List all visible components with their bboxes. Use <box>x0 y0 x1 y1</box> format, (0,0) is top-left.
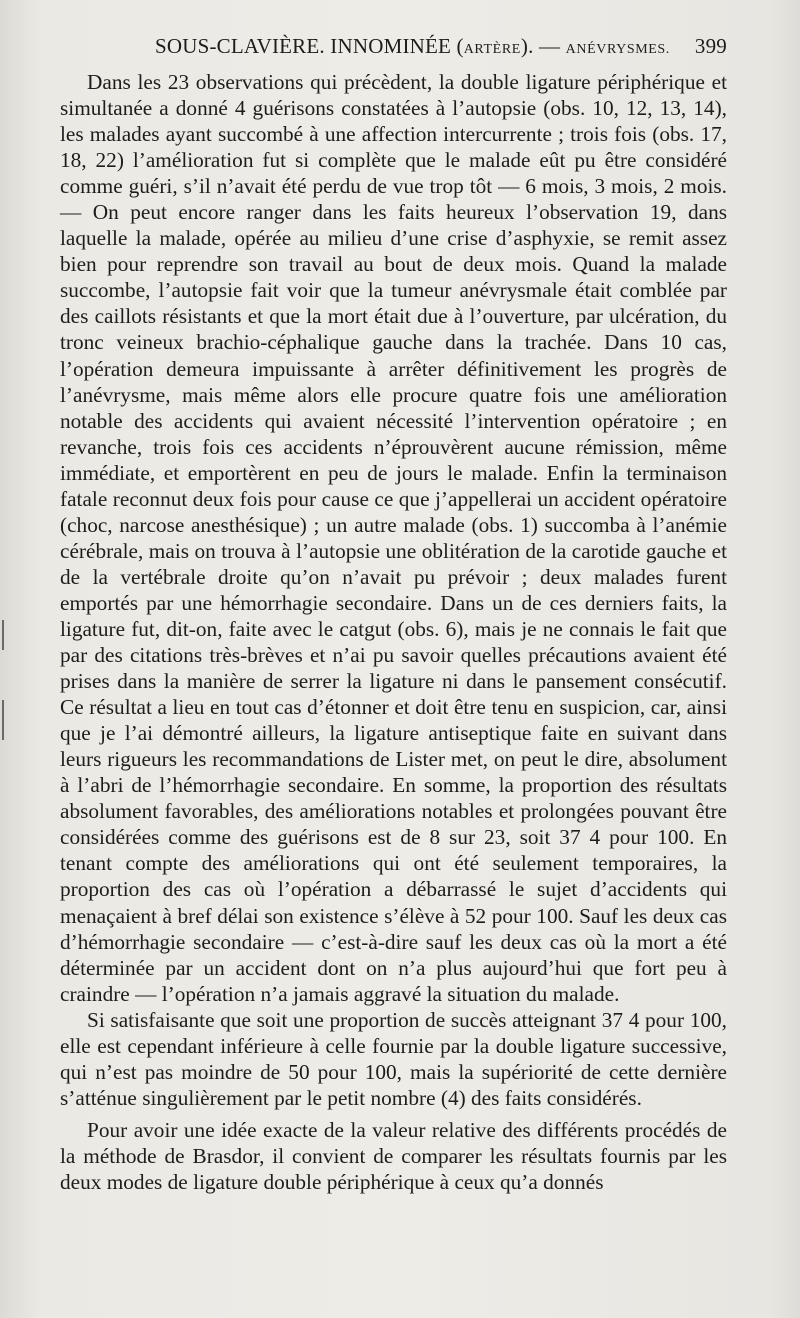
page-number: 399 <box>694 34 727 58</box>
binding-edge-mark <box>2 700 4 740</box>
running-title-main: SOUS-CLAVIÈRE. INNOMINÉE ( <box>155 34 464 58</box>
running-title-separator: ). — <box>520 34 566 58</box>
running-title-artere: ARTÈRE <box>463 42 521 57</box>
binding-edge-mark <box>2 620 4 650</box>
paragraph: Si satisfaisante que soit une proportion de succès atteignant 37 4 pour 100, elle est cependant inférieure à celle fournie par la double ligature successive, qui n’est pas moindre de 50 pour 100, mais la supériorité de cette dernière s’atténue singulièrement par le petit nombre (4) des faits considérés. <box>60 1007 727 1110</box>
running-title <box>155 34 670 59</box>
paragraph: Pour avoir une idée exacte de la valeur relative des différents procédés de la méthode de Brasdor, il convient de comparer les résultats fournis par les deux modes de ligature double périphérique à ceux qu’a donnés <box>60 1117 727 1194</box>
paragraph: Dans les 23 observations qui précèdent, la double ligature périphérique et simultanée a donné 4 guérisons constatées à l’autopsie (obs. 10, 12, 13, 14), les malades ayant succombé à une affection intercurrente ; trois fois (obs. 17, 18, 22) l’amélioration fut si complète que le malade eût pu être considéré comme guéri, s’il n’avait été perdu de vue trop tôt — 6 mois, 3 mois, 2 mois. — On peut encore ranger dans les faits heureux l’observation 19, dans laquelle la malade, opérée au milieu d’une crise d’asphyxie, se remit assez bien pour reprendre son travail au bout de deux mois. Quand la malade succombe, l’autopsie fait voir que la tumeur anévrysmale était comblée par des caillots résistants et que la mort était due à l’ouverture, par ulcération, du tronc veineux brachio-céphalique gauche dans la trachée. Dans 10 cas, l’opération demeura impuissante à arrêter définitivement les progrès de l’anévrysme, mais même alors elle procure quatre fois une amélioration notable des accidents qui avaient nécessité l’intervention opératoire ; en revanche, trois fois ces accidents n’éprouvèrent aucune rémission, même immédiate, et emportèrent en peu de jours le malade. Enfin la terminaison fatale reconnut deux fois pour cause ce que j’appellerai un accident opératoire (choc, narcose anesthésique) ; un autre malade (obs. 1) succomba à l’anémie cérébrale, mais on trouva à l’autopsie une oblitération de la carotide gauche et de la vertébrale droite qu’on n’avait pu prévoir ; deux malades furent emportés par une hémorrhagie secondaire. Dans un de ces derniers faits, la ligature fut, dit-on, faite avec le catgut (obs. 6), mais je ne connais le fait que par des citations très-brèves et n’ai pu savoir quelles précautions avaient été prises dans la manière de serrer la ligature ni dans le pansement consécutif. Ce résultat a lieu en tout cas d’étonner et doit être tenu en suspicion, car, ainsi que je l’ai démontré ailleurs, la ligature antiseptique faite en suivant dans leurs rigueurs les recommandations de Lister met, on peut le dire, absolument à l’abri de l’hémorrhagie secondaire. En somme, la proportion des résultats absolument favorables, des améliorations notables et prolongées pouvant être considérées comme des guérisons est de 8 sur 23, soit 37 4 pour 100. En tenant compte des améliorations qui ont été seulement temporaires, la proportion des cas où l’opération a débarrassé le sujet d’accidents qui menaçaient à bref délai son existence s’élève à 52 pour 100. Sauf les deux cas d’hémorrhagie secondaire — c’est-à-dire sauf les deux cas où la mort a été déterminée par un accident dont on n’a plus aujourd’hui que fort peu à craindre — l’opération n’a jamais aggravé la situation du malade. <box>60 70 727 1006</box>
running-title-anevrysmes: ANÉVRYSMES. <box>565 42 670 57</box>
body-text <box>60 69 727 1195</box>
running-header <box>60 34 727 64</box>
